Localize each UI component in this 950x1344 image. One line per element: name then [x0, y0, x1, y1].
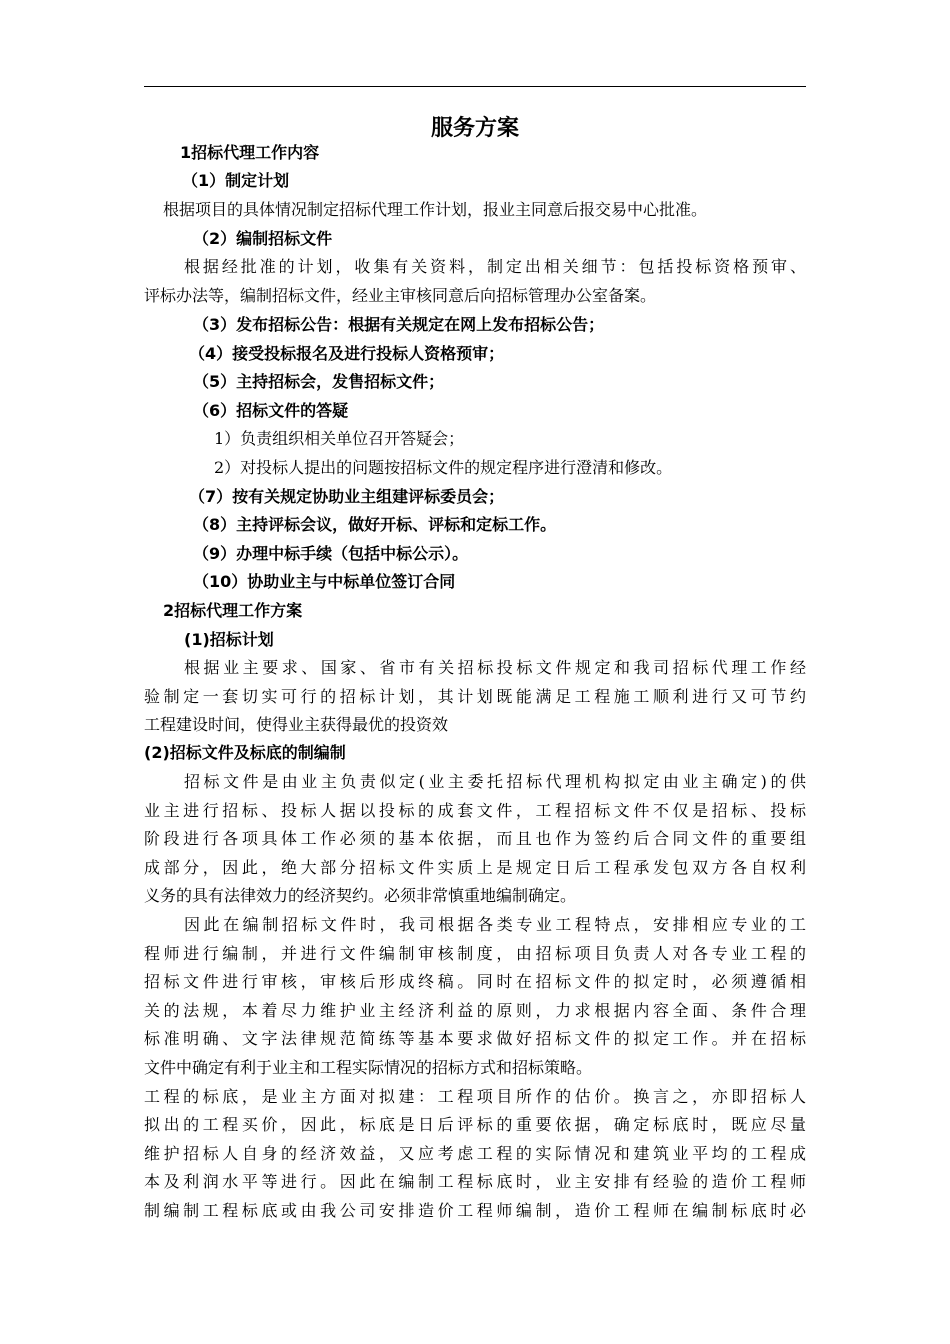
- subheading-1-8: （8）主持评标会议，做好开标、评标和定标工作。: [193, 515, 557, 534]
- paragraph-line: 文件中确定有利于业主和工程实际情况的招标方式和招标策略。: [144, 1058, 593, 1077]
- paragraph-line: 因此在编制招标文件时，我司根据各类专业工程特点，安排相应专业的工: [184, 915, 806, 934]
- paragraph-line: 制编制工程标底或由我公司安排造价工程师编制，造价工程师在编制标底时必: [144, 1201, 806, 1220]
- heading-2: 2招标代理工作方案: [163, 601, 303, 620]
- subheading-1-2: （2）编制招标文件: [193, 229, 333, 248]
- subheading-1-5: （5）主持招标会，发售招标文件；: [193, 372, 445, 391]
- paragraph-line: 成部分，因此，绝大部分招标文件实质上是规定日后工程承发包双方各自权利: [144, 858, 806, 877]
- paragraph-line: 根据经批准的计划，收集有关资料，制定出相关细节：包括投标资格预审、: [184, 257, 806, 276]
- paragraph-line: 根据项目的具体情况制定招标代理工作计划，报业主同意后报交易中心批准。: [163, 200, 708, 219]
- paragraph-line: 关的法规，本着尽力维护业主经济利益的原则，力求根据内容全面、条件合理: [144, 1001, 806, 1020]
- paragraph-line: 维护招标人自身的经济效益，又应考虑工程的实际情况和建筑业平均的工程成: [144, 1144, 806, 1163]
- paragraph-line: 程师进行编制，并进行文件编制审核制度，由招标项目负责人对各专业工程的: [144, 944, 806, 963]
- subheading-1-6: （6）招标文件的答疑: [193, 401, 349, 420]
- subheading-1-1: （1）制定计划: [182, 171, 290, 190]
- paragraph-line: 招标文件是由业主负责似定(业主委托招标代理机构拟定由业主确定)的供: [184, 772, 806, 791]
- paragraph-line: 工程的标底，是业主方面对拟建：工程项目所作的估价。换言之，亦即招标人: [144, 1087, 806, 1106]
- subheading-1-10: （10）协助业主与中标单位签订合同: [193, 572, 456, 591]
- subheading-1-4: （4）接受投标报名及进行投标人资格预审；: [189, 344, 505, 363]
- paragraph-line: 验制定一套切实可行的招标计划，其计划既能满足工程施工顺利进行又可节约: [144, 687, 806, 706]
- header-rule: [144, 86, 806, 87]
- paragraph-line: 阶段进行各项具体工作必须的基本依据，而且也作为签约后合同文件的重要组: [144, 829, 806, 848]
- subheading-2-1: (1)招标计划: [184, 630, 274, 649]
- subheading-1-7: （7）按有关规定协助业主组建评标委员会；: [189, 487, 505, 506]
- paragraph-line: 义务的具有法律效力的经济契约。必须非常慎重地编制确定。: [144, 886, 577, 905]
- list-item: 1）负责组织相关单位召开答疑会；: [214, 429, 465, 448]
- paragraph-line: 拟出的工程买价，因此，标底是日后评标的重要依据，确定标底时，既应尽量: [144, 1115, 806, 1134]
- document-title: 服务方案: [430, 116, 519, 141]
- paragraph-line: 本及利润水平等进行。因此在编制工程标底时，业主安排有经验的造价工程师: [144, 1172, 806, 1191]
- paragraph-line: 评标办法等，编制招标文件，经业主审核同意后向招标管理办公室备案。: [144, 286, 657, 305]
- paragraph-line: 标准明确、文字法律规范简练等基本要求做好招标文件的拟定工作。并在招标: [144, 1029, 806, 1048]
- subheading-1-3: （3）发布招标公告：根据有关规定在网上发布招标公告；: [193, 315, 605, 334]
- subheading-2-2: (2)招标文件及标底的制编制: [144, 743, 346, 762]
- subheading-1-9: （9）办理中标手续（包括中标公示）。: [193, 544, 469, 563]
- paragraph-line: 业主进行招标、投标人据以投标的成套文件，工程招标文件不仅是招标、投标: [144, 801, 806, 820]
- paragraph-line: 招标文件进行审核，审核后形成终稿。同时在招标文件的拟定时，必须遵循相: [144, 972, 806, 991]
- paragraph-line: 工程建设时间，使得业主获得最优的投资效: [144, 715, 449, 734]
- list-item: 2）对投标人提出的问题按招标文件的规定程序进行澄清和修改。: [214, 458, 673, 477]
- paragraph-line: 根据业主要求、国家、省市有关招标投标文件规定和我司招标代理工作经: [184, 658, 806, 677]
- heading-1: 1招标代理工作内容: [180, 143, 320, 162]
